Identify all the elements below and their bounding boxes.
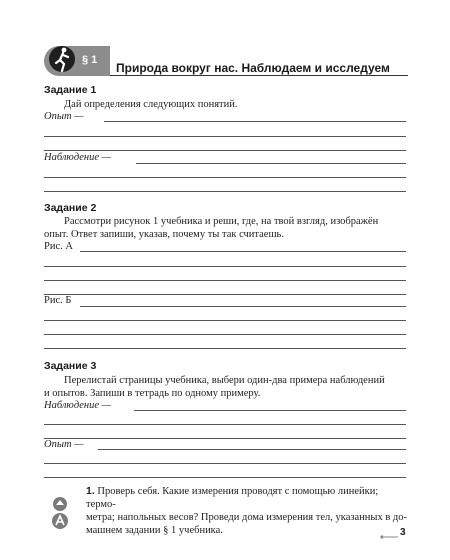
term-experiment-label: Опыт — — [44, 111, 84, 122]
homework-line3: машнем задании § 1 учебника. — [86, 525, 223, 536]
task-1-instruction: Дай определения следующих понятий. — [64, 99, 238, 110]
homework-line2: метра; напольных весов? Проведи дома измерения тел, указанных в до- — [86, 512, 407, 523]
answer-line[interactable] — [44, 177, 406, 178]
term-experiment-label: Опыт — — [44, 439, 84, 450]
term-observation-label: Наблюдение — — [44, 152, 112, 163]
answer-line[interactable] — [44, 294, 406, 295]
answer-line[interactable] — [44, 424, 406, 425]
page-dots-decoration — [380, 535, 398, 539]
term-observation-label: Наблюдение — — [44, 400, 112, 411]
answer-line[interactable] — [134, 410, 406, 411]
answer-line[interactable] — [98, 449, 406, 450]
header-rule — [110, 75, 408, 76]
task-2-instruction-line1: Рассмотри рисунок 1 учебника и реши, где, на твой взгляд, изображён — [64, 216, 379, 227]
answer-line[interactable] — [44, 477, 406, 478]
section-number: § 1 — [82, 54, 98, 66]
answer-line[interactable] — [80, 251, 406, 252]
task-2-heading: Задание 2 — [44, 202, 97, 214]
task-3-heading: Задание 3 — [44, 360, 97, 372]
answer-line[interactable] — [44, 280, 406, 281]
homework-text — [86, 485, 408, 537]
figure-b-label: Рис. Б — [44, 295, 72, 306]
homework-line1: Проверь себя. Какие измерения проводят с помощью линейки; термо- — [86, 486, 379, 510]
running-figure-icon — [48, 42, 76, 76]
answer-line[interactable] — [44, 463, 406, 464]
answer-line[interactable] — [136, 163, 406, 164]
homework-icon — [46, 496, 74, 530]
answer-line[interactable] — [44, 320, 406, 321]
answer-line[interactable] — [44, 438, 406, 439]
task-2-instruction-line2: опыт. Ответ запиши, указав, почему ты так считаешь. — [44, 229, 284, 240]
answer-line[interactable] — [80, 306, 406, 307]
homework-number: 1. — [86, 485, 95, 497]
page-title: Природа вокруг нас. Наблюдаем и исследуем — [116, 61, 390, 75]
task-1-heading: Задание 1 — [44, 84, 97, 96]
answer-line[interactable] — [44, 150, 406, 151]
answer-line[interactable] — [44, 334, 406, 335]
figure-a-label: Рис. А — [44, 241, 73, 252]
answer-line[interactable] — [44, 266, 406, 267]
answer-line[interactable] — [44, 136, 406, 137]
task-3-instruction-line1: Перелистай страницы учебника, выбери один-два примера наблюдений — [64, 375, 385, 386]
answer-line[interactable] — [44, 191, 406, 192]
page-number: 3 — [400, 527, 406, 538]
answer-line[interactable] — [44, 348, 406, 349]
answer-line[interactable] — [104, 121, 406, 122]
task-3-instruction-line2: и опытов. Запиши в тетрадь по одному примеру. — [44, 388, 261, 399]
